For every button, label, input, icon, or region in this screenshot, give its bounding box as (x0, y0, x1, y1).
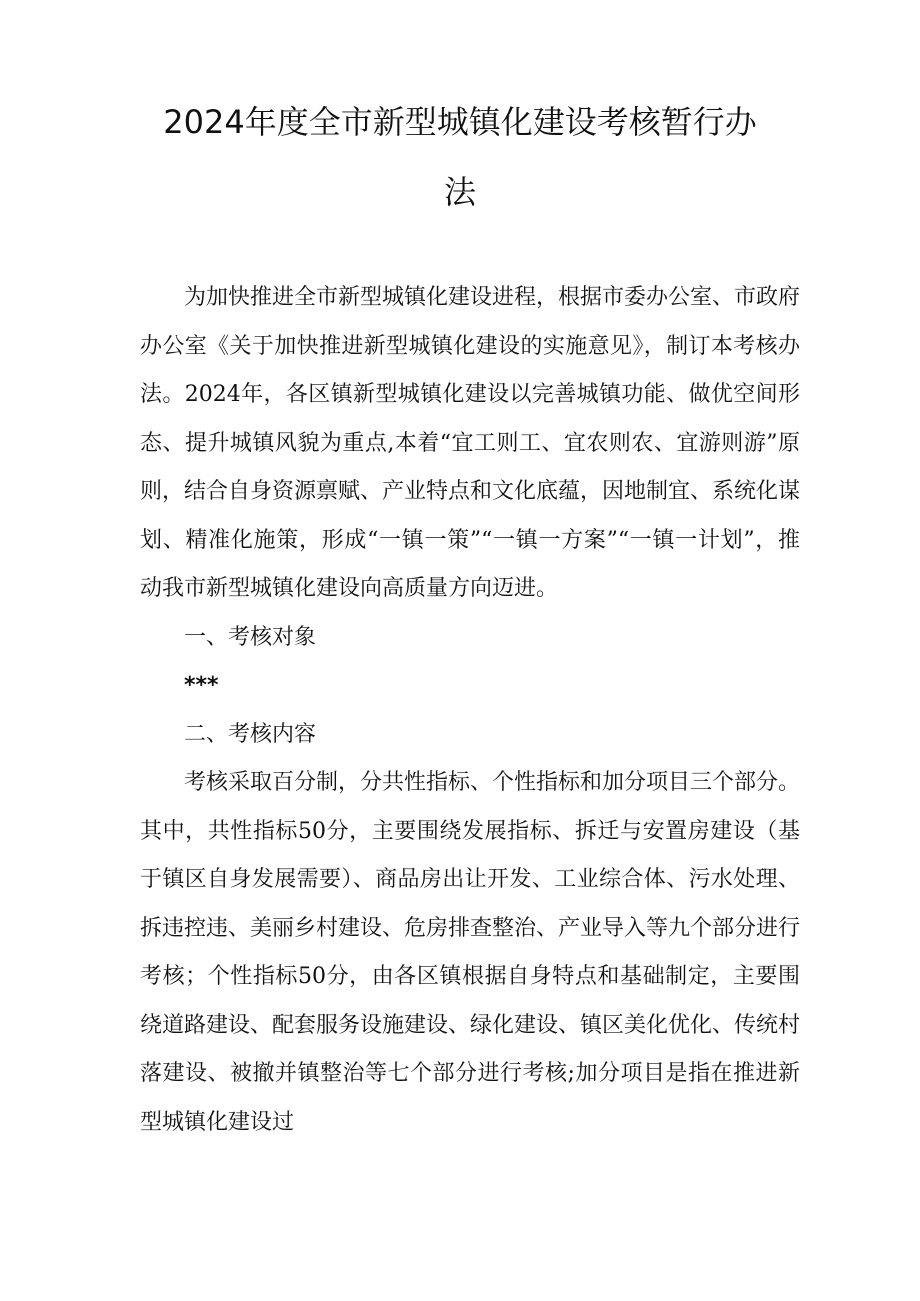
section-1-heading: 一、考核对象 (184, 624, 317, 650)
document-title-line-2: 法 (443, 173, 476, 211)
document-body (140, 274, 800, 1147)
section-2-heading: 二、考核内容 (184, 721, 317, 747)
intro-paragraph: 为加快推进全市新型城镇化建设进程，根据市委办公室、市政府办公室《关于加快推进新型城镇化建设的实施意见》，制订本考核办法。2024年，各区镇新型城镇化建设以完善城镇功能、做优空间形态、提升城镇风貌为重点,本着“宜工则工、宜农则农、宜游则游”原则，结合自身资源禀赋、产业特点和文化底蕴，因地制宜、系统化谋划、精准化施策，形成“一镇一策”“一镇一方案”“一镇一计划”，推动我市新型城镇化建设向高质量方向迈进。 (140, 285, 801, 601)
section-2-paragraph: 考核采取百分制，分共性指标、个性指标和加分项目三个部分。其中，共性指标50分，主要围绕发展指标、拆迁与安置房建设（基于镇区自身发展需要）、商品房出让开发、工业综合体、污水处理、拆违控违、美丽乡村建设、危房排查整治、产业导入等九个部分进行考核；个性指标50分，由各区镇根据自身特点和基础制定，主要围绕道路建设、配套服务设施建设、绿化建设、镇区美化优化、传统村落建设、被撤并镇整治等七个部分进行考核;加分项目是指在推进新型城镇化建设过 (140, 770, 801, 1135)
section-1-content: *** (184, 673, 219, 698)
document-title-line-1: 2024年度全市新型城镇化建设考核暂行办 (163, 103, 757, 141)
